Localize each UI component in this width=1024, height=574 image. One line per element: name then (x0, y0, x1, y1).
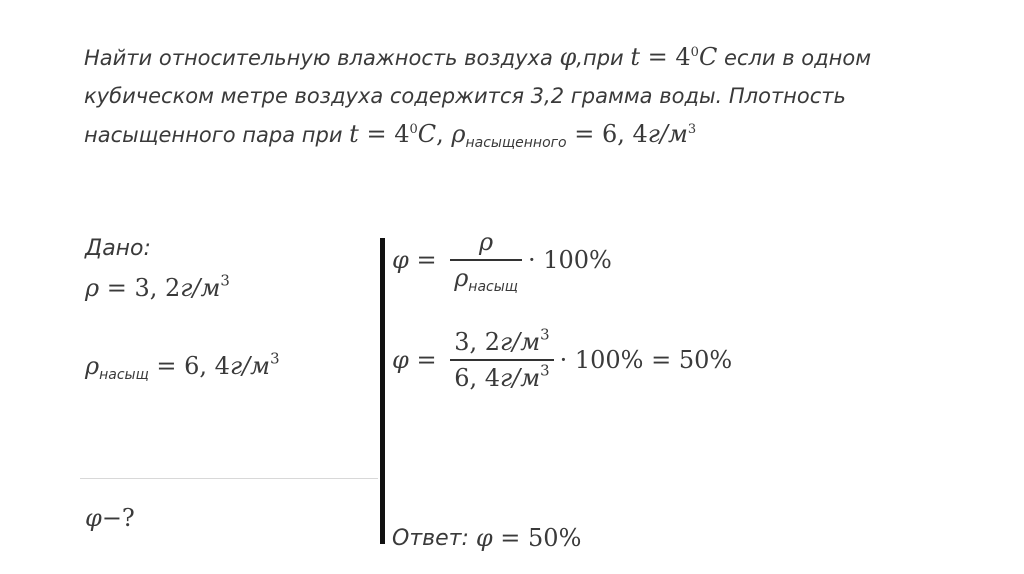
phi-symbol: φ (559, 43, 577, 71)
denominator-value: 6, 4 (454, 363, 500, 392)
fraction-denominator (450, 261, 522, 295)
percent-factor: · 100% (527, 245, 612, 274)
degree-exponent: 0 (409, 121, 418, 137)
problem-line-1 (84, 38, 954, 77)
answer-label: Ответ: (392, 525, 476, 551)
problem-line-2 (84, 77, 954, 115)
equals-sign: = (408, 345, 445, 374)
unit-exponent: 3 (687, 121, 697, 137)
rho-saturated-value: = 6, 4 (148, 352, 230, 380)
vertical-divider (380, 238, 385, 544)
answer-value: = 50% (492, 524, 582, 552)
density-value: = 6, 4 (566, 120, 648, 148)
degree-exponent: 0 (690, 44, 699, 60)
horizontal-divider (80, 478, 378, 479)
rho-saturated-unit: г/м (229, 352, 271, 380)
rho-subscript: насыщ (99, 366, 149, 383)
density-unit: г/м (647, 120, 688, 148)
formula-1 (392, 228, 612, 295)
rho-symbol: ρ (85, 274, 100, 302)
phi-symbol: φ (392, 345, 409, 374)
temperature-value: 4 (675, 43, 691, 71)
problem-text: Найти относительную влажность воздуха (84, 46, 560, 70)
fraction (450, 228, 522, 295)
comma: , (436, 120, 452, 148)
problem-statement (84, 38, 954, 154)
problem-line-3 (84, 115, 954, 154)
equals-sign: = (358, 120, 395, 148)
celsius-symbol: C (698, 43, 718, 71)
celsius-symbol: C (417, 120, 437, 148)
denominator-unit: г/м (499, 363, 541, 392)
problem-text: ,при (576, 46, 631, 70)
temperature-value: 4 (394, 120, 410, 148)
phi-symbol: φ (85, 504, 102, 532)
equals-sign: = (640, 43, 676, 71)
phi-symbol: φ (475, 524, 493, 552)
rho-subscript: насыщ (468, 278, 518, 295)
rho-symbol: ρ (454, 263, 469, 292)
unknown-mark: −? (101, 504, 135, 532)
given-rho (85, 271, 230, 302)
phi-symbol: φ (392, 245, 409, 274)
rho-unit: г/м (180, 274, 221, 302)
problem-text: кубическом метре воздуха содержится 3,2 грамма воды. Плотность (84, 84, 846, 108)
rho-value: = 3, 2 (99, 274, 181, 302)
fraction-numerator (450, 325, 553, 359)
unit-exponent: 3 (220, 271, 230, 290)
unit-exponent: 3 (540, 325, 550, 344)
rho-symbol: ρ (451, 120, 466, 148)
rho-subscript: насыщенного (465, 134, 567, 151)
equals-sign: = (408, 245, 445, 274)
fraction-denominator (450, 361, 553, 392)
given-rho-saturated (85, 349, 280, 383)
rho-symbol: ρ (85, 352, 100, 380)
numerator-value: 3, 2 (454, 328, 500, 356)
formula-2 (392, 325, 733, 392)
find-phi (85, 504, 135, 532)
fraction (450, 325, 553, 392)
given-header: Дано: (85, 236, 151, 261)
t-symbol: t (349, 120, 359, 148)
fraction-numerator: ρ (479, 228, 494, 256)
unit-exponent: 3 (270, 349, 280, 368)
numerator-unit: г/м (499, 328, 541, 356)
unit-exponent: 3 (540, 361, 550, 380)
problem-text: если в одном (717, 46, 872, 70)
t-symbol: t (630, 43, 641, 71)
answer (392, 524, 581, 552)
result-expression: · 100% = 50% (559, 345, 733, 374)
problem-text: насыщенного пара при (84, 123, 350, 147)
